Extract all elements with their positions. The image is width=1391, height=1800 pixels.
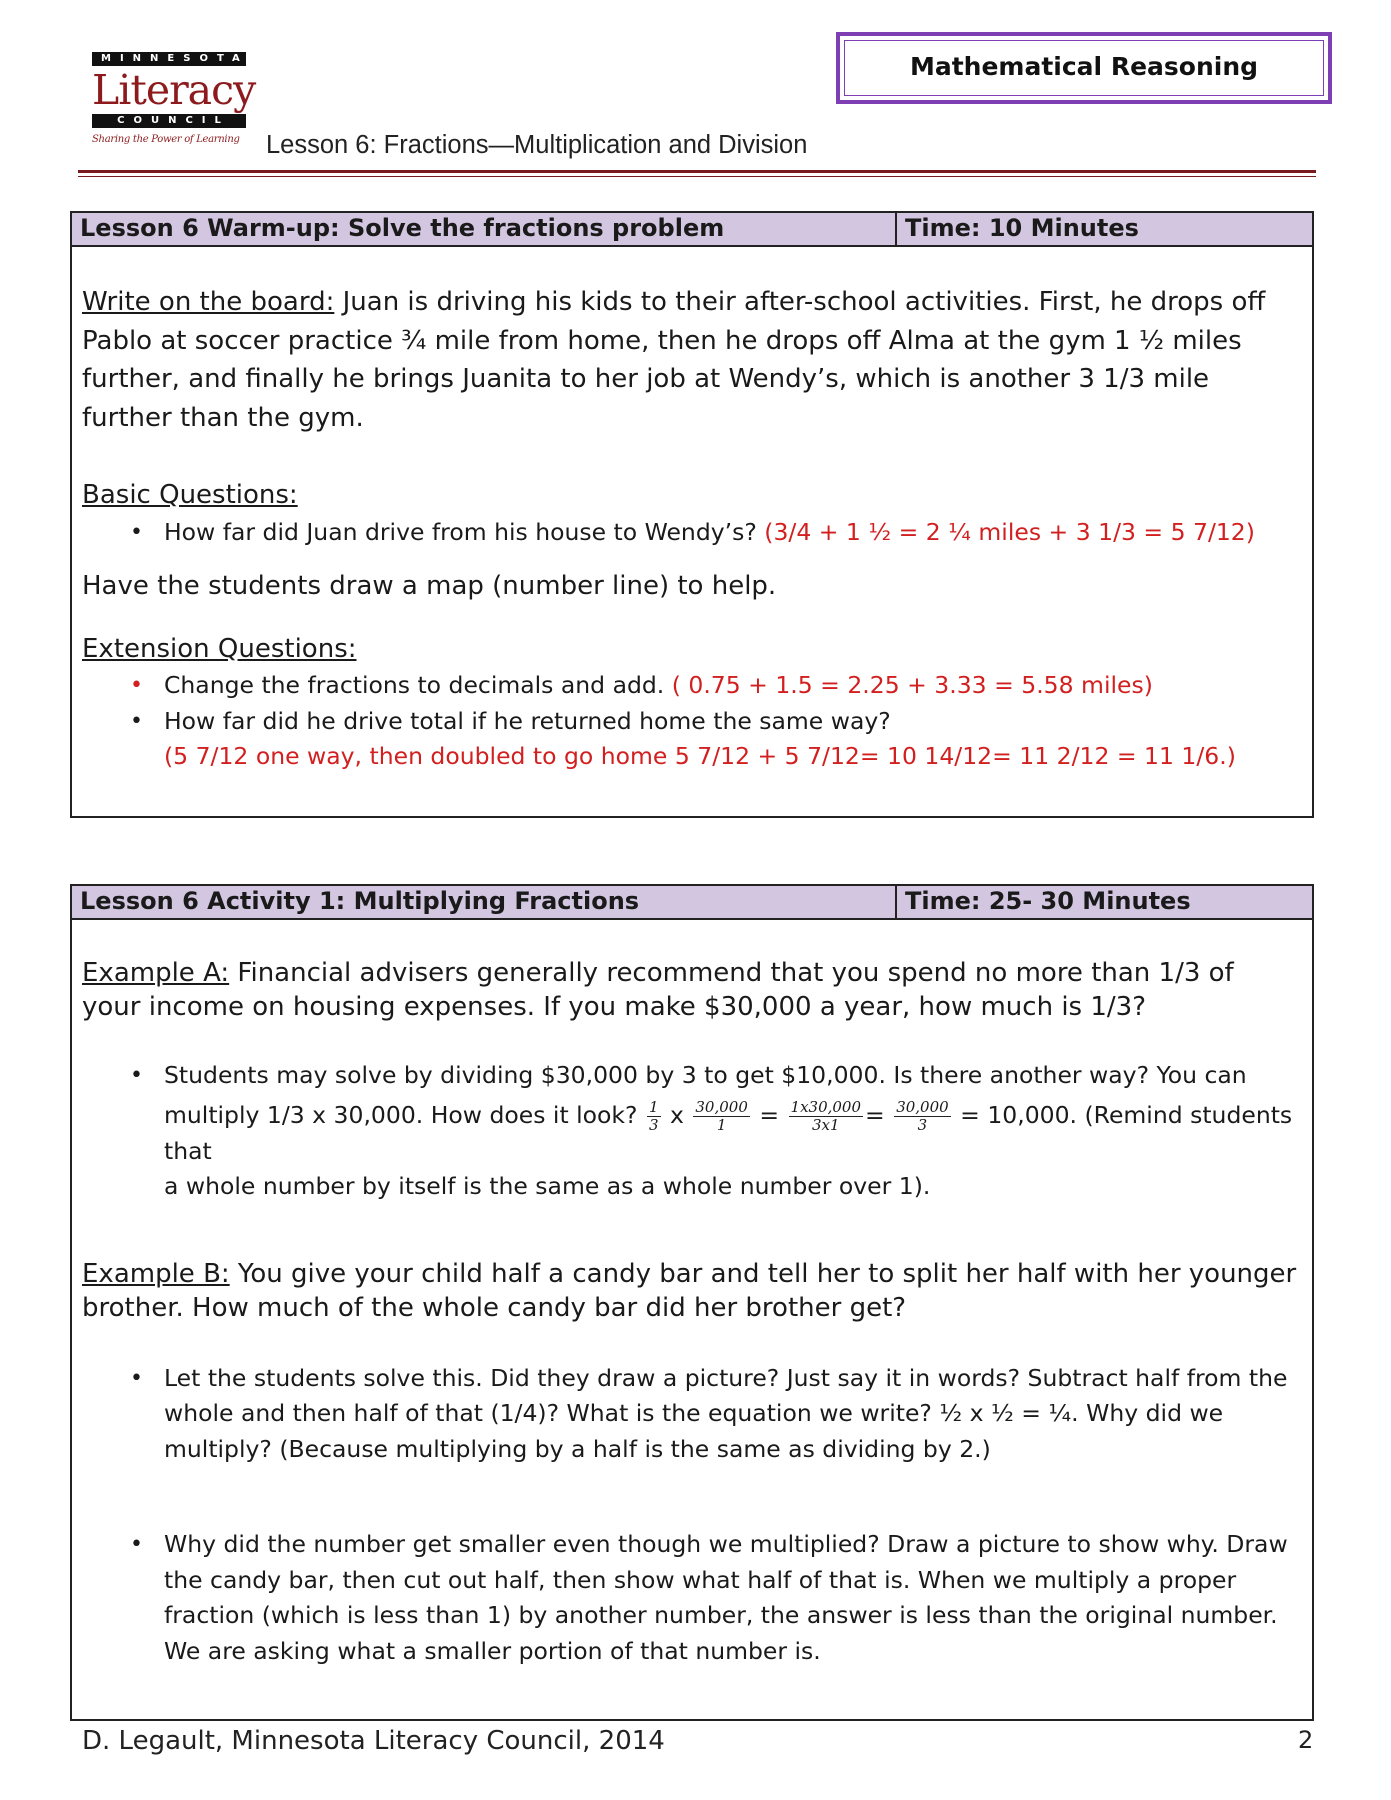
example-b-label: Example B: (82, 1258, 230, 1289)
example-b (82, 1257, 1300, 1325)
extension-questions-heading (82, 630, 1300, 669)
list-item (82, 1361, 1300, 1468)
list-item (82, 668, 1300, 704)
logo-top-text: MINNESOTA (92, 52, 246, 66)
example-b-bullet-2: Why did the number get smaller even though we multiplied? Draw a picture to show why. Draw the candy bar, then cut out half, then show what half of that is. When we multiply a proper fraction (which is less than 1) by another number, the answer is less than the original number. We are asking what a smaller portion of that number is. (164, 1530, 1288, 1665)
logo (92, 52, 256, 156)
activity-box (70, 884, 1314, 1721)
fraction-numerator: 1x30,000 (790, 1097, 862, 1116)
example-a-bullet-post: = 10,000. (Remind students that (164, 1100, 1293, 1165)
subject-box (836, 32, 1332, 104)
fraction-numerator: 30,000 (695, 1097, 748, 1116)
write-on-board (82, 283, 1300, 437)
logo-tagline: Sharing the Power of Learning (92, 134, 240, 145)
warmup-box (70, 211, 1314, 818)
warmup-time: Time: 10 Minutes (905, 214, 1139, 242)
warmup-content (72, 283, 1312, 775)
fraction (894, 1099, 951, 1134)
fraction-numerator: 1 (648, 1097, 659, 1116)
basic-label: Basic Questions: (82, 480, 298, 510)
bullet-icon: • (130, 519, 143, 545)
basic-question-1: How far did Juan drive from his house to Wendy’s? (164, 517, 765, 546)
list-item (82, 515, 1300, 551)
extension-answer-1: ( 0.75 + 1.5 = 2.25 + 3.33 = 5.58 miles) (671, 671, 1153, 699)
example-b-bullet-1: Let the students solve this. Did they draw a picture? Just say it in words? Subtract half from the whole and then half of that (1/4)? What is the equation we write? ½ x ½ = ¼. Why did we multiply? (Because multiplying by a half is the same as dividing by 2.) (164, 1363, 1288, 1463)
example-b-text: You give your child half a candy bar and tell her to split her half with her younger brother. How much of the whole candy bar did her brother get? (82, 1258, 1297, 1323)
fraction-denominator: 1 (716, 1115, 727, 1134)
bullet-icon: • (130, 708, 143, 734)
fraction-numerator: 30,000 (896, 1097, 949, 1116)
example-a-bullet-line3: a whole number by itself is the same as a whole number over 1). (164, 1172, 931, 1200)
map-instruction: Have the students draw a map (number line) to help. (82, 571, 777, 601)
header-rule (78, 170, 1316, 173)
bullet-icon: • (130, 673, 143, 698)
extension-questions-list (82, 668, 1300, 775)
fraction-denominator: 3x1 (812, 1115, 840, 1134)
fraction (693, 1099, 750, 1134)
activity-time: Time: 25- 30 Minutes (905, 887, 1191, 915)
example-a-text: Financial advisers generally recommend that you spend no more than 1/3 of your income on housing expenses. If you make $30,000 a year, how much is 1/3? (82, 958, 1234, 1022)
list-item (82, 704, 1300, 775)
fraction-denominator: 3 (648, 1115, 659, 1134)
fraction (647, 1099, 661, 1134)
basic-answer-1: (3/4 + 1 ½ = 2 ¼ miles + 3 1/3 = 5 7/12) (764, 517, 1255, 546)
logo-bottom-text: COUNCIL (92, 114, 246, 128)
warmup-title: Lesson 6 Warm-up: Solve the fractions problem (72, 213, 897, 245)
list-item (82, 1527, 1300, 1669)
extension-question-2: How far did he drive total if he returned home the same way? (164, 706, 891, 735)
header-rule-thin (78, 176, 1316, 177)
list-item (82, 1058, 1300, 1205)
basic-questions-heading (82, 476, 1300, 515)
example-a (82, 956, 1300, 1024)
operator: = (751, 1100, 787, 1129)
example-a-bullet-pre: multiply 1/3 x 30,000. How does it look? (164, 1100, 645, 1129)
bullet-icon: • (130, 1063, 143, 1088)
footer-credit: D. Legault, Minnesota Literacy Council, 2014 (82, 1726, 665, 1756)
activity-header (72, 886, 1312, 920)
extension-label: Extension Questions: (82, 633, 357, 664)
write-label: Write on the board: (82, 287, 335, 317)
bullet-icon: • (130, 1365, 143, 1391)
example-a-label: Example A: (82, 958, 230, 988)
example-a-equation-line (164, 1098, 1300, 1170)
activity-content (72, 956, 1312, 1669)
operator: = (865, 1100, 893, 1129)
example-a-list (82, 1058, 1300, 1205)
warmup-header (72, 213, 1312, 247)
basic-questions-list (82, 515, 1300, 551)
bullet-icon: • (130, 1532, 143, 1557)
activity-title: Lesson 6 Activity 1: Multiplying Fractions (72, 886, 897, 918)
write-text: Juan is driving his kids to their after-school activities. First, he drops off Pablo at soccer practice ¾ mile from home, then he drops off Alma at the gym 1 ½ miles further, and finally he brings Juanita to her job at Wendy’s, which is another 3 1/3 mile further than the gym. (82, 287, 1266, 433)
operator: x (662, 1100, 692, 1129)
subject-title: Mathematical Reasoning (844, 40, 1324, 96)
extension-question-1: Change the fractions to decimals and add. (164, 671, 672, 699)
example-b-list (82, 1361, 1300, 1670)
page-number: 2 (1298, 1726, 1314, 1754)
logo-main-text: Literacy (92, 66, 256, 114)
fraction-denominator: 3 (917, 1115, 928, 1134)
fraction (789, 1099, 864, 1134)
lesson-title: Lesson 6: Fractions—Multiplication and Division (266, 131, 808, 159)
extension-answer-2: (5 7/12 one way, then doubled to go home 5 7/12 + 5 7/12= 10 14/12= 11 2/12 = 11 1/6.) (164, 742, 1236, 770)
example-a-bullet-line1: Students may solve by dividing $30,000 by 3 to get $10,000. Is there another way? You can (164, 1061, 1247, 1089)
